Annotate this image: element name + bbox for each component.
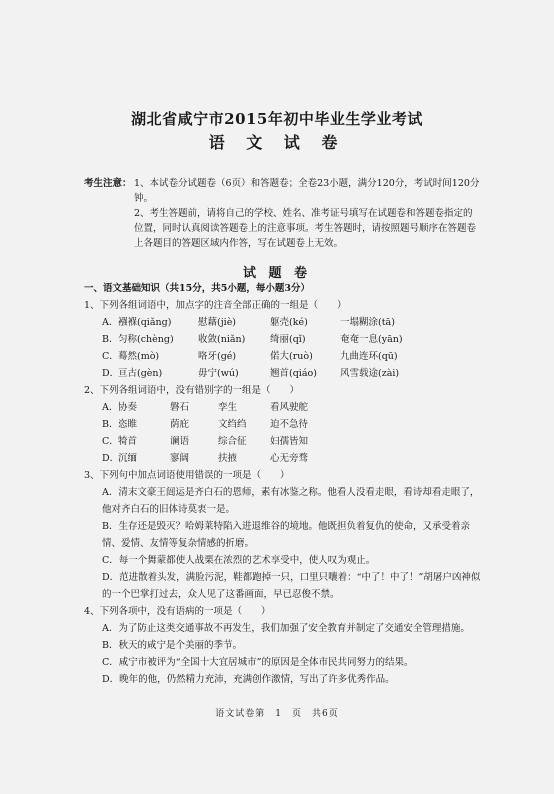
option-word: 荫庇 xyxy=(170,419,190,430)
question-2-option-c xyxy=(84,433,484,450)
question-4-option-a: A．为了防止这类交通事故不再发生，我们加强了安全教育并制定了交通安全管理措施。 xyxy=(102,623,470,634)
option-word: 综合征 xyxy=(218,436,247,447)
option-word: 躯壳(ké) xyxy=(270,317,308,328)
option-label: D． xyxy=(102,453,120,464)
notice-item-1: 1、本试卷分试题卷（6页）和答题卷；全卷23小题，满分120分，考试时间120分钟。 xyxy=(134,178,480,204)
option-word: 看风驶舵 xyxy=(270,402,309,413)
notice-label: 考生注意： xyxy=(84,178,132,189)
question-4-option-c: C．咸宁市被评为“全国十大宜居城市”的原因是全体市民共同努力的结果。 xyxy=(102,657,414,668)
option-label: A． xyxy=(102,317,119,328)
page-footer: 语文试卷第 1 页 共6页 xyxy=(215,709,339,719)
question-2-option-d xyxy=(84,450,484,467)
option-word: 翘首(qiáo) xyxy=(270,368,317,379)
option-word: 襁褓(qiǎng) xyxy=(118,317,172,328)
question-3-stem: 3、下列句中加点词语使用错误的一项是（ ） xyxy=(84,470,290,481)
option-word: 协奏 xyxy=(118,402,138,413)
question-1-option-c xyxy=(84,348,484,365)
option-word: 匀称(chèng) xyxy=(118,334,174,345)
option-word: 蓦然(mò) xyxy=(118,351,160,362)
option-word: 风雪载途(zài) xyxy=(340,368,400,379)
option-word: 妇孺皆知 xyxy=(270,436,309,447)
option-word: 咯牙(gé) xyxy=(198,351,237,362)
section-title: 试 题 卷 xyxy=(242,266,312,281)
question-1-option-d xyxy=(84,365,484,382)
part-heading: 一、语文基础知识（共15分，共5小题，每小题3分） xyxy=(84,283,310,294)
option-word: 毋宁(wú) xyxy=(198,368,239,379)
option-label: B． xyxy=(102,419,119,430)
question-1-stem: 1、下列各组词语中，加点字的注音全部正确的一组是（ ） xyxy=(84,300,347,311)
question-3-option-c: C．每一个舞蒙都使人战栗在浓烈的艺术享受中，使人叹为观止。 xyxy=(102,555,376,566)
option-word: 寥阔 xyxy=(170,453,190,464)
option-word: 迫不急待 xyxy=(270,419,309,430)
option-word: 绮丽(qǐ) xyxy=(270,334,306,345)
option-label: B． xyxy=(102,334,119,345)
question-3-option-d: D．范进散着头发，满脸污泥，鞋都跑掉一只，口里只嚷着：“中了！中了！”胡屠户凶神似的一个巴掌打过去，众人见了这番画面，早已忍俊不禁。 xyxy=(102,572,481,600)
option-label: C． xyxy=(102,351,119,362)
option-word: 偌大(ruò) xyxy=(270,351,313,362)
question-3-option-b: B．生存还是毁灭？哈姆莱特陷入进退维谷的境地。他既担负着复仇的使命，又承受着亲情、爱情、友情等复杂情感的折磨。 xyxy=(102,521,470,549)
option-word: 谰语 xyxy=(170,436,190,447)
question-1-option-a xyxy=(84,314,484,331)
option-word: 奄奄一息(yān) xyxy=(340,334,403,345)
exam-subtitle: 语 文 试 卷 xyxy=(208,133,346,152)
exam-title: 湖北省咸宁市2015年初中毕业生学业考试 xyxy=(131,110,423,128)
question-4-option-b: B．秋天的咸宁是个美丽的季节。 xyxy=(102,640,242,651)
option-label: C． xyxy=(102,436,119,447)
option-word: 慰藉(jiè) xyxy=(198,317,237,328)
option-word: 扶掖 xyxy=(218,453,238,464)
question-2-option-a xyxy=(84,399,484,416)
question-1-option-b xyxy=(84,331,484,348)
option-word: 沉缅 xyxy=(118,453,138,464)
option-word: 磐石 xyxy=(170,402,190,413)
question-2-option-b xyxy=(84,416,484,433)
option-word: 文绉绉 xyxy=(218,419,247,430)
option-word: 一塌糊涂(tā) xyxy=(340,317,395,328)
question-2-stem: 2、下列各组词语中，没有错别字的一组是（ ） xyxy=(84,385,300,396)
question-3-option-a: A．清末文豪王闿运是齐白石的恩师，素有冰鉴之称。他看人没看走眼，看诗却看走眼了，他对齐白石的旧体诗莫衷一是。 xyxy=(102,487,480,515)
option-word: 心无旁骛 xyxy=(270,453,309,464)
notice-item-2: 2、考生答题前，请将自己的学校、姓名、准考证号填写在试题卷和答题卷指定的位置，同时认真阅读答题卷上的注意事项。考生答题时，请按照题号顺序在答题卷上各题目的答题区域内作答，写在试题卷上无效。 xyxy=(134,208,477,249)
option-word: 犄首 xyxy=(118,436,138,447)
question-4-option-d: D．晚年的他，仍然精力充沛，充满创作激情，写出了许多优秀作品。 xyxy=(102,674,395,685)
question-4-stem: 4、下列各项中，没有语病的一项是（ ） xyxy=(84,606,271,617)
option-word: 收敛(niǎn) xyxy=(198,334,246,345)
option-word: 亘古(gèn) xyxy=(118,368,163,379)
option-label: D． xyxy=(102,368,120,379)
option-label: A． xyxy=(102,402,119,413)
option-word: 九曲连环(qū) xyxy=(340,351,398,362)
questions-area xyxy=(84,280,484,688)
option-word: 恣睢 xyxy=(118,419,138,430)
option-word: 孪生 xyxy=(218,402,238,413)
